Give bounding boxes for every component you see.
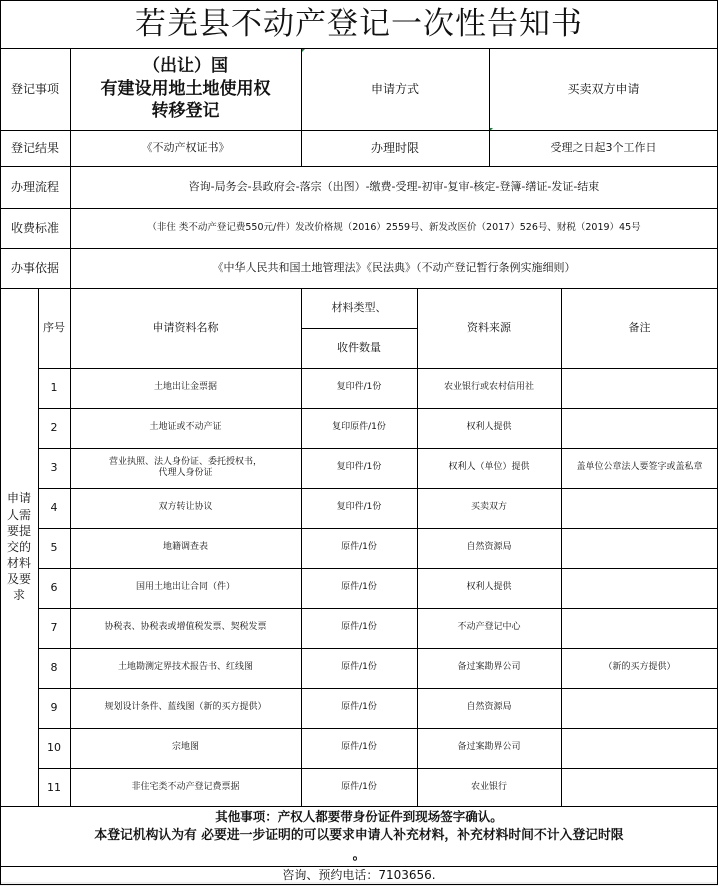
grid-hline bbox=[0, 166, 718, 167]
material-name: 土地出让金票据 bbox=[153, 382, 217, 393]
time-limit-value: 受理之日起3个工作日 bbox=[550, 141, 657, 155]
material-seq: 5 bbox=[50, 541, 58, 555]
col-seq-header: 序号 bbox=[43, 321, 65, 335]
grid-vline bbox=[301, 48, 302, 167]
material-source: 权利人提供 bbox=[466, 582, 512, 593]
process-label: 办理流程 bbox=[10, 179, 59, 194]
material-type: 复印件/1份 bbox=[336, 462, 382, 473]
grid-hline bbox=[0, 288, 718, 289]
material-source: 不动产登记中心 bbox=[457, 622, 521, 633]
material-remark bbox=[561, 528, 718, 568]
basis-value: 《中华人民共和国土地管理法》《民法典》（不动产登记暂行条例实施细则） bbox=[212, 261, 576, 275]
material-type: 复印件/1份 bbox=[336, 382, 382, 393]
material-name: 非住宅类不动产登记费票据 bbox=[131, 782, 240, 793]
result-label: 登记结果 bbox=[10, 140, 59, 155]
fee-label: 收费标准 bbox=[10, 220, 59, 235]
material-seq: 10 bbox=[47, 741, 61, 755]
material-name: 地籍调查表 bbox=[162, 542, 208, 553]
material-source: 权利人提供 bbox=[466, 422, 512, 433]
material-remark bbox=[561, 768, 718, 808]
material-name: 国用土地出让合同（件） bbox=[135, 582, 235, 593]
grid-hline bbox=[38, 488, 718, 489]
material-remark bbox=[561, 688, 718, 728]
material-remark bbox=[561, 408, 718, 448]
grid-hline bbox=[38, 368, 718, 369]
material-seq: 4 bbox=[50, 501, 58, 515]
material-name: 宗地图 bbox=[171, 742, 199, 753]
material-name: 土地勘测定界技术报告书、红线图 bbox=[117, 662, 253, 673]
grid-vline bbox=[489, 48, 490, 167]
supplement-note: 本登记机构认为有 必要进一步证明的可以要求申请人补充材料，补充材料时间不计入登记时限 。 bbox=[94, 828, 624, 863]
grid-hline bbox=[38, 768, 718, 769]
material-name: 营业执照、法人身份证、委托授权书， 代理人身份证 bbox=[108, 456, 262, 478]
material-type: 原件/1份 bbox=[341, 782, 377, 793]
material-remark: （新的买方提供） bbox=[603, 662, 676, 673]
material-source: 备过案勘界公司 bbox=[457, 662, 521, 673]
col-name-header: 申请资料名称 bbox=[152, 321, 219, 335]
material-name: 土地证或不动产证 bbox=[149, 422, 222, 433]
grid-hline bbox=[0, 248, 718, 249]
col-remark-header: 备注 bbox=[628, 321, 651, 335]
col-type-header-line2: 收件数量 bbox=[337, 341, 381, 355]
apply-method-label: 申请方式 bbox=[370, 81, 419, 96]
fee-value: （非住 类不动产登记费550元/件）发改价格规（2016）2559号、新发改医价（2017）526号、财税（2019）45号 bbox=[147, 222, 641, 234]
grid-hline bbox=[0, 0, 718, 1]
material-seq: 1 bbox=[50, 381, 58, 395]
page-title: 若羌县不动产登记一次性告知书 bbox=[135, 5, 583, 42]
material-source: 买卖双方 bbox=[470, 502, 507, 513]
material-type: 原件/1份 bbox=[341, 542, 377, 553]
materials-section-label: 申请人需要提交的材料及要求 bbox=[6, 491, 31, 603]
material-source: 农业银行 bbox=[470, 782, 507, 793]
material-type: 原件/1份 bbox=[341, 582, 377, 593]
grid-hline bbox=[0, 806, 718, 807]
material-seq: 11 bbox=[47, 781, 61, 795]
col-source-header: 资料来源 bbox=[467, 321, 511, 335]
material-remark bbox=[561, 728, 718, 768]
material-source: 农业银行或农村信用社 bbox=[443, 382, 534, 393]
material-type: 原件/1份 bbox=[341, 662, 377, 673]
grid-hline bbox=[38, 688, 718, 689]
grid-vline bbox=[70, 48, 71, 289]
material-seq: 3 bbox=[50, 461, 58, 475]
material-type: 复印原件/1份 bbox=[332, 422, 386, 433]
grid-hline bbox=[38, 408, 718, 409]
grid-hline bbox=[0, 48, 718, 49]
material-remark bbox=[561, 608, 718, 648]
material-name: 规划设计条件、蓝线图（新的买方提供） bbox=[104, 702, 267, 713]
grid-vline bbox=[38, 288, 39, 807]
material-source: 权利人（单位）提供 bbox=[448, 462, 530, 473]
grid-hline bbox=[38, 728, 718, 729]
material-type: 复印件/1份 bbox=[336, 502, 382, 513]
grid-vline bbox=[301, 288, 302, 807]
time-limit-label: 办理时限 bbox=[370, 140, 419, 155]
grid-hline bbox=[0, 208, 718, 209]
grid-hline bbox=[301, 328, 418, 329]
grid-vline bbox=[561, 288, 562, 807]
material-remark bbox=[561, 488, 718, 528]
grid-hline bbox=[0, 884, 718, 885]
material-seq: 6 bbox=[50, 581, 58, 595]
material-remark: 盖单位公章法人要签字或盖私章 bbox=[576, 462, 703, 473]
material-type: 原件/1份 bbox=[341, 702, 377, 713]
material-source: 自然资源局 bbox=[466, 702, 512, 713]
material-source: 备过案勘界公司 bbox=[457, 742, 521, 753]
material-remark bbox=[561, 368, 718, 408]
grid-hline bbox=[38, 568, 718, 569]
grid-vline bbox=[70, 288, 71, 807]
material-name: 协税表、协税表或增值税发票、契税发票 bbox=[104, 622, 267, 633]
result-value: 《不动产权证书》 bbox=[141, 141, 230, 155]
material-seq: 2 bbox=[50, 421, 58, 435]
material-seq: 9 bbox=[50, 701, 58, 715]
material-seq: 7 bbox=[50, 621, 58, 635]
registration-item-value: （出让）国 有建设用地土地使用权 转移登记 bbox=[100, 55, 271, 122]
grid-hline bbox=[0, 866, 718, 867]
material-type: 原件/1份 bbox=[341, 742, 377, 753]
other-matters: 其他事项：产权人都要带身份证件到现场签字确认。 bbox=[215, 809, 503, 825]
material-name: 双方转让协议 bbox=[158, 502, 213, 513]
basis-label: 办事依据 bbox=[10, 260, 59, 275]
grid-hline bbox=[38, 528, 718, 529]
material-type: 原件/1份 bbox=[341, 622, 377, 633]
material-seq: 8 bbox=[50, 661, 58, 675]
grid-hline bbox=[38, 648, 718, 649]
grid-vline bbox=[417, 288, 418, 807]
grid-hline bbox=[38, 608, 718, 609]
material-source: 自然资源局 bbox=[466, 542, 512, 553]
process-value: 咨询-局务会-县政府会-落宗（出图）-缴费-受理-初审-复审-核定-登簿-缮证-发证-结束 bbox=[188, 180, 600, 194]
material-remark bbox=[561, 568, 718, 608]
grid-hline bbox=[38, 448, 718, 449]
apply-method-value: 买卖双方申请 bbox=[567, 81, 640, 96]
contact-phone: 咨询、预约电话：7103656. bbox=[282, 867, 436, 882]
registration-item-label: 登记事项 bbox=[10, 81, 59, 96]
grid-hline bbox=[0, 130, 718, 131]
grid-vline bbox=[0, 0, 1, 885]
col-type-header-line1: 材料类型、 bbox=[331, 301, 387, 315]
